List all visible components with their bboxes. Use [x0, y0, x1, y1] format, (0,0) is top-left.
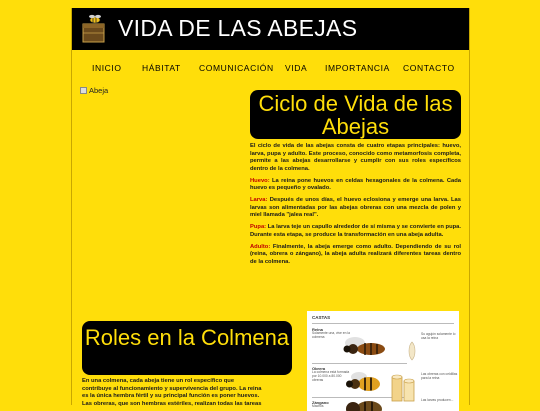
life-cycle-intro: El ciclo de vida de las abejas consta de cuatro etapas principales: huevo, larva, pupa y adulto. Este proceso, conocido como metamorfosis completa, permite a las abejas desarrollarse y cumplir con sus roles específicos dentro de la colmena. — [250, 143, 461, 172]
larva-icon — [407, 341, 417, 361]
page — [71, 8, 470, 408]
worker-bee-icon — [345, 369, 383, 395]
nav-item-contacto[interactable]: CONTACTO — [403, 63, 455, 73]
queen-bee-icon — [341, 333, 389, 361]
drone-note: Machos — [312, 404, 324, 408]
stage-larva-text: Después de unos días, el huevo eclosiona y emerge una larva. Las larvas son alimentadas por las abejas obreras con una mezcla de polen y miel llamada "jalea real". — [250, 197, 461, 219]
stage-pupa — [250, 224, 461, 239]
roles-text-line: es la única hembra fértil y su principal función es poner huevos. — [82, 393, 260, 400]
stage-egg-label: Huevo: — [250, 177, 270, 184]
caste-label-worker: Obrera — [312, 366, 326, 371]
stage-egg — [250, 178, 461, 193]
stage-larva — [250, 197, 461, 220]
caste-label-drone: Zángano — [312, 400, 329, 405]
stage-egg-text: La reina pone huevos en celdas hexagonales de la colmena. Cada huevo es pequeño y ovalado. — [250, 177, 461, 192]
site-title: VIDA DE LAS ABEJAS — [118, 15, 358, 41]
infographic-note: Las larvas producen... — [421, 398, 454, 402]
divider — [312, 323, 454, 324]
nav-item-inicio[interactable]: INICIO — [92, 63, 122, 73]
roles-text-line: En una colmena, cada abeja tiene un rol específico que — [82, 378, 235, 384]
stage-adult-text: Finalmente, la abeja emerge como adulto. Dependiendo de su rol (reina, obrera o zángano), la abeja adulta realizará diferentes tareas dentro de la colmena. — [250, 243, 461, 265]
stage-pupa-text: La larva teje un capullo alrededor de sí misma y se convierte en pupa. Durante esta etapa, se produce la transformación en una abeja adulta. — [250, 224, 461, 238]
nav-item-vida[interactable]: VIDA — [285, 63, 308, 73]
divider — [312, 363, 407, 364]
broken-image-icon — [80, 87, 87, 94]
life-cycle-text — [250, 143, 461, 271]
stage-larva-label: Larva: — [250, 197, 268, 204]
roles-text-line: contribuye al funcionamiento y supervivencia del grupo. La reina — [82, 385, 262, 392]
main-nav — [72, 50, 469, 86]
life-cycle-heading: Ciclo de Vida de las Abejas — [250, 90, 461, 139]
bee-photo-alt-text: Abeja — [89, 86, 109, 95]
worker-note: La colmena está formada por 10.000 a 80.000 obreras — [312, 370, 350, 382]
honeycomb-cells-icon — [390, 373, 418, 403]
castes-infographic — [307, 311, 459, 411]
site-header — [72, 8, 469, 50]
nav-item-importancia[interactable]: IMPORTANCIA — [325, 63, 390, 73]
bee-photo — [80, 86, 108, 95]
caste-label-queen: Reina — [312, 327, 323, 332]
nav-item-comunicacion[interactable]: COMUNICACIÓN — [199, 63, 274, 73]
nav-item-habitat[interactable]: HÁBITAT — [142, 63, 181, 73]
infographic-heading: CASTAS — [312, 315, 331, 320]
stage-adult — [250, 244, 461, 267]
bee-box-logo-icon[interactable] — [80, 13, 108, 45]
roles-text — [82, 378, 294, 408]
stage-adult-label: Adulto: — [250, 243, 271, 250]
infographic-note: Su agujón solamente lo usa la reina — [421, 332, 456, 340]
queen-note: Solamente una, vive en la colmena — [312, 331, 350, 339]
stage-pupa-label: Pupa: — [250, 224, 267, 231]
roles-heading: Roles en la Colmena — [82, 321, 292, 375]
roles-text-line: Las obreras, que son hembras estériles, realizan todas las tareas — [82, 400, 262, 407]
drone-bee-icon — [343, 397, 385, 411]
infographic-note: Las obreras con celdillas para la reina — [421, 372, 458, 380]
